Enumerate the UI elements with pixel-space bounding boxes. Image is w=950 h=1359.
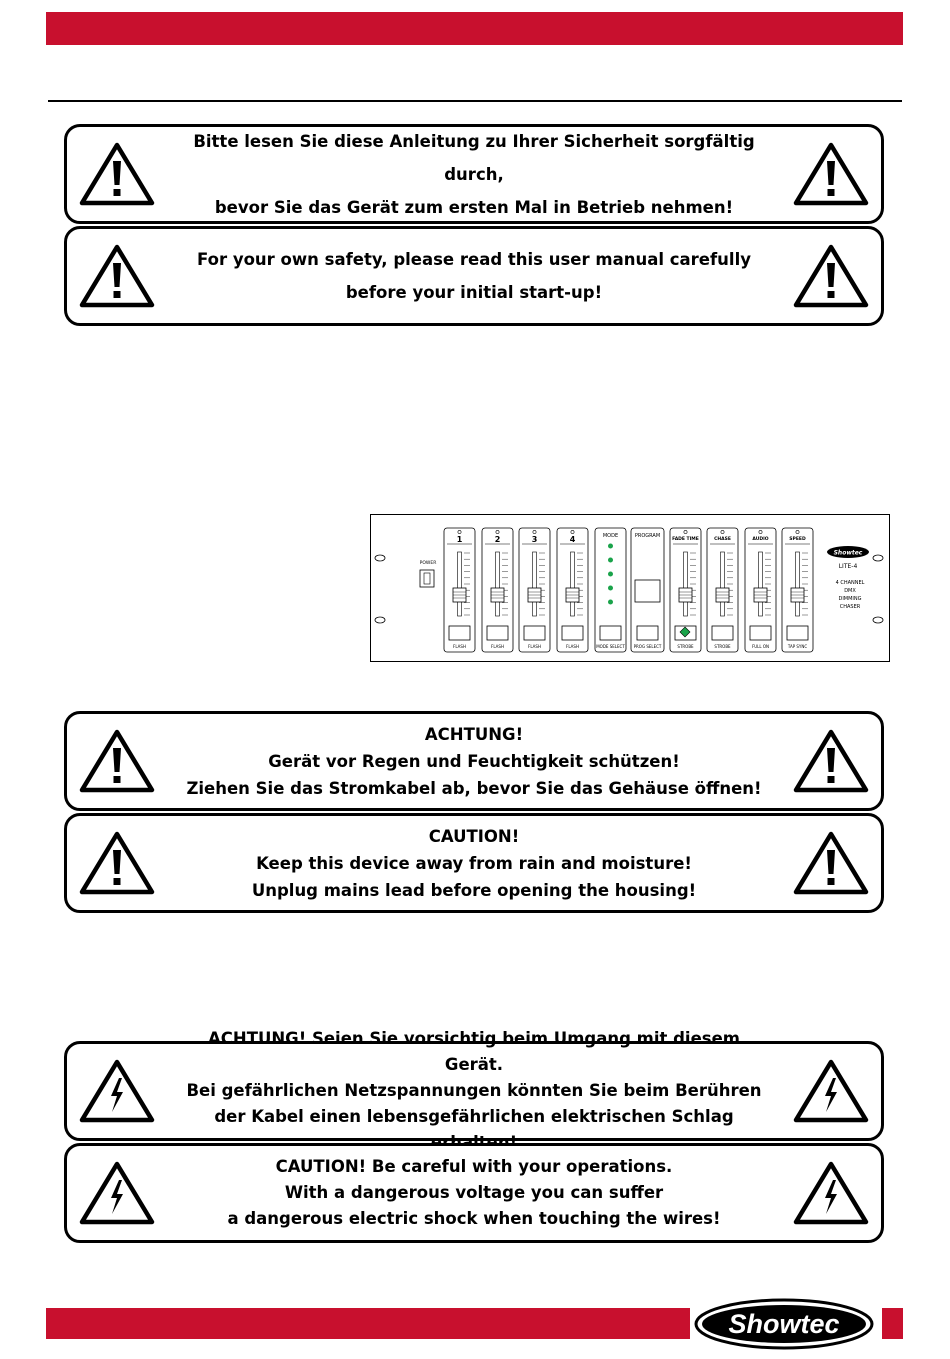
mode-led [608,586,613,591]
device-front-panel [370,514,890,662]
fader-label: FADE TIME [672,537,699,542]
shock-warning-en-line: With a dangerous voltage you can suffer [284,1183,664,1202]
safety-notice-en-text [177,229,771,323]
safety-notice-de-line: Bitte lesen Sie diese Anleitung zu Ihrer Sicherheit sorgfältig durch, [193,131,755,184]
safety-notice-en-line: For your own safety, please read this user manual carefully [197,250,751,269]
header-bar [46,12,903,45]
lightning-icon [79,1058,155,1124]
mode-label: MODE [602,533,619,539]
shock-warning-de-line: Bei gefährlichen Netzspannungen könnten Sie beim Berühren [186,1081,762,1100]
header-rule [48,100,902,102]
fader-label: 1 [456,535,463,544]
fader-label: 2 [494,535,501,544]
lightning-icon [79,1160,155,1226]
safety-notice-de-text [177,127,771,221]
fader-label: SPEED [789,537,806,542]
shock-warning-en-line: CAUTION! Be careful with your operations. [275,1157,673,1176]
moisture-warning-de-line: Gerät vor Regen und Feuchtigkeit schützen! [268,751,680,771]
mode-led [608,544,613,549]
fader-label: 4 [569,535,576,544]
model-name: LITE-4 [838,563,858,570]
device-description-line: CHASER [839,604,861,610]
warning-icon [79,141,155,207]
warning-icon [793,243,869,309]
moisture-warning-en-text [177,816,771,910]
shock-warning-en-text [177,1146,771,1240]
safety-notice-en-box [64,226,884,326]
lightning-icon [793,1058,869,1124]
shock-warning-de-line: der Kabel einen lebensgefährlichen elektrischen Schlag [214,1107,734,1126]
logo-text: Showtec [728,1309,840,1339]
safety-notice-en-line: before your initial start-up! [345,283,603,302]
flash-label: STROBE [677,644,694,649]
flash-label: FLASH [491,644,504,649]
fader-label: CHASE [714,537,731,542]
prog-select-label: PROG SELECT [633,644,662,649]
moisture-warning-de-text [177,714,771,808]
program-label: PROGRAM [634,533,661,539]
device-description-line: DMX [844,588,856,594]
flash-label: FLASH [566,644,579,649]
moisture-warning-en-line: Keep this device away from rain and moisture! [256,853,692,873]
moisture-warning-de-box [64,711,884,811]
fader-label: 3 [531,535,538,544]
shock-warning-de-line: ACHTUNG! Seien Sie vorsichtig beim Umgang mit diesem Gerät. [208,1029,740,1074]
mode-select-label: MODE SELECT [596,644,625,649]
mode-led [608,558,613,563]
warning-icon [79,830,155,896]
flash-label: STROBE [714,644,731,649]
device-description-line: DIMMING [838,596,862,602]
warning-icon [793,728,869,794]
moisture-warning-de-line: ACHTUNG! [424,724,524,744]
warning-icon [79,728,155,794]
shock-warning-de-box [64,1029,884,1141]
mode-led [608,600,613,605]
moisture-warning-de-line: Ziehen Sie das Stromkabel ab, bevor Sie das Gehäuse öffnen! [186,778,762,798]
shock-warning-de-text [177,1029,771,1138]
mode-led [608,572,613,577]
moisture-warning-en-line: CAUTION! [428,826,520,846]
safety-notice-de-box [64,124,884,224]
shock-warning-en-box [64,1143,884,1243]
brand-name: Showtec [833,549,863,557]
flash-label: FLASH [528,644,541,649]
flash-label: TAP SYNC [787,644,808,649]
flash-label: FULL ON [751,644,770,649]
showtec-logo [690,1295,882,1353]
safety-notice-de-line: bevor Sie das Gerät zum ersten Mal in Betrieb nehmen! [214,197,734,217]
power-label: POWER [419,561,437,566]
shock-warning-en-line: a dangerous electric shock when touching the wires! [227,1209,721,1228]
lightning-icon [793,1160,869,1226]
warning-icon [79,243,155,309]
moisture-warning-en-box [64,813,884,913]
warning-icon [793,830,869,896]
flash-label: FLASH [453,644,466,649]
fader-label: AUDIO [752,537,769,542]
moisture-warning-en-line: Unplug mains lead before opening the housing! [251,880,697,900]
device-description-line: 4 CHANNEL [835,580,865,586]
warning-icon [793,141,869,207]
